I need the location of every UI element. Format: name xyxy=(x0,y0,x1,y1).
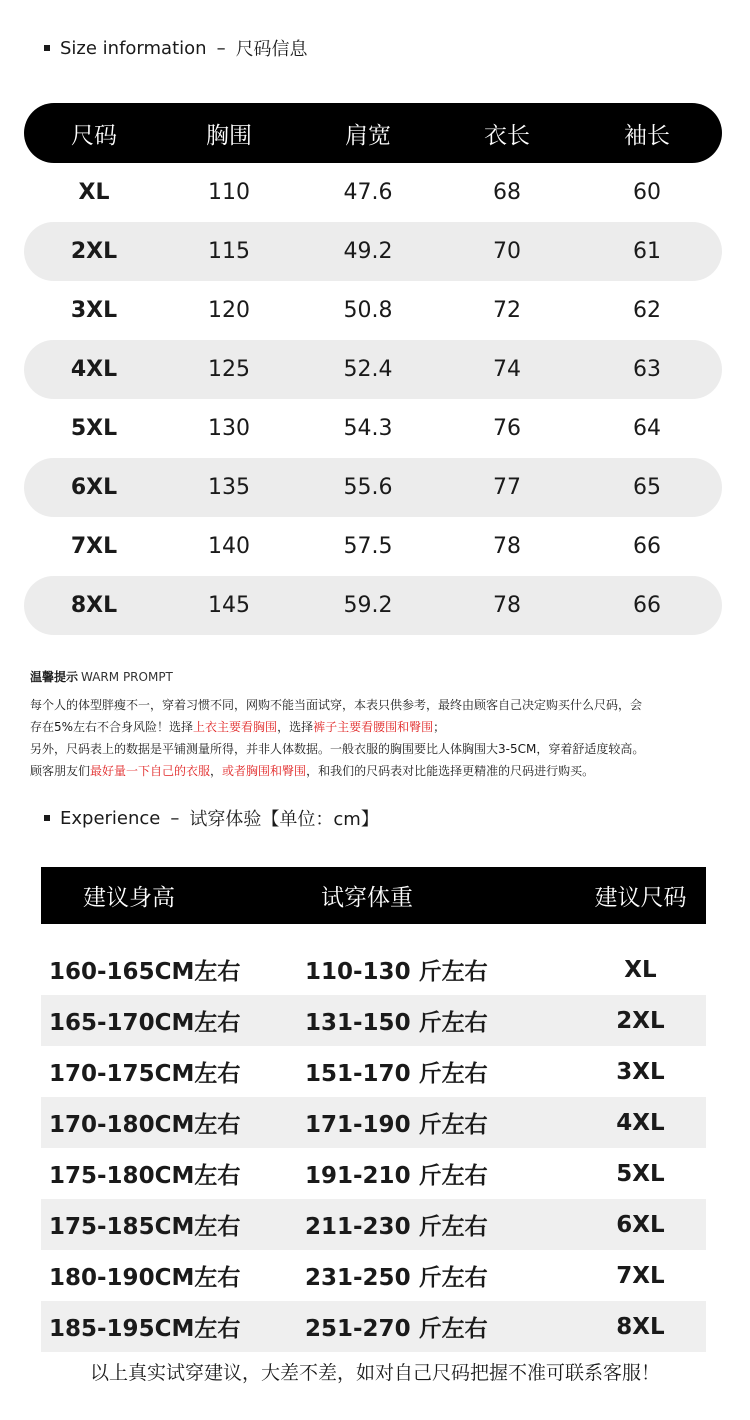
table-spacer xyxy=(41,924,706,944)
cell-weight: 231-250 斤左右 xyxy=(305,1265,488,1291)
cell-height: 160-165CM左右 xyxy=(49,959,241,985)
cell-sleeve: 66 xyxy=(633,534,661,559)
cell-length: 74 xyxy=(493,357,521,382)
cell-length: 78 xyxy=(493,534,521,559)
prompt-line-2 xyxy=(30,716,730,738)
experience-table-header xyxy=(41,867,706,924)
prompt-text: ， xyxy=(210,764,223,778)
cell-chest: 145 xyxy=(208,593,250,618)
cell-sleeve: 60 xyxy=(633,180,661,205)
cell-height: 180-190CM左右 xyxy=(49,1265,241,1291)
cell-sleeve: 65 xyxy=(633,475,661,500)
warm-prompt-title-cn: 温馨提示 xyxy=(30,670,79,684)
cell-shoulder: 47.6 xyxy=(343,180,393,205)
cell-recommended-size: 5XL xyxy=(616,1160,665,1187)
cell-size: 6XL xyxy=(70,475,118,500)
header-sleeve: 袖长 xyxy=(624,122,670,149)
header-shoulder: 肩宽 xyxy=(345,122,391,149)
cell-chest: 115 xyxy=(208,239,250,264)
prompt-highlight: 最好量一下自己的衣服 xyxy=(90,764,211,778)
warm-prompt-title xyxy=(30,668,730,685)
bullet-square-icon xyxy=(44,815,50,821)
size-info-separator: – xyxy=(216,37,226,59)
cell-weight: 171-190 斤左右 xyxy=(305,1112,488,1138)
cell-shoulder: 57.5 xyxy=(343,534,393,559)
size-info-title-cn: 尺码信息 xyxy=(235,39,308,60)
cell-height: 170-180CM左右 xyxy=(49,1112,241,1138)
prompt-highlight: 裤子主要看腰围和臀围 xyxy=(313,720,434,734)
size-table xyxy=(24,103,722,635)
cell-weight: 131-150 斤左右 xyxy=(305,1010,488,1036)
experience-table xyxy=(41,867,706,1352)
header-chest: 胸围 xyxy=(206,122,252,149)
header-length: 衣长 xyxy=(484,122,530,149)
cell-recommended-size: 2XL xyxy=(616,1007,665,1034)
header-weight: 试穿体重 xyxy=(321,885,413,911)
table-row xyxy=(41,1046,706,1097)
cell-size: 5XL xyxy=(70,416,118,441)
experience-separator: – xyxy=(170,807,180,829)
experience-title-en: Experience xyxy=(60,807,161,829)
cell-recommended-size: 8XL xyxy=(616,1313,665,1340)
size-info-title-en: Size information xyxy=(60,37,207,59)
cell-length: 70 xyxy=(493,239,521,264)
cell-height: 185-195CM左右 xyxy=(49,1316,241,1342)
prompt-text: ，和我们的尺码表对比能选择更精准的尺码进行购买。 xyxy=(306,764,595,778)
bullet-square-icon xyxy=(44,45,50,51)
table-row xyxy=(24,517,722,576)
cell-sleeve: 63 xyxy=(633,357,661,382)
cell-size: XL xyxy=(78,180,110,205)
table-row xyxy=(24,163,722,222)
cell-sleeve: 66 xyxy=(633,593,661,618)
cell-weight: 251-270 斤左右 xyxy=(305,1316,488,1342)
cell-shoulder: 55.6 xyxy=(343,475,393,500)
cell-shoulder: 52.4 xyxy=(343,357,393,382)
table-row xyxy=(41,1097,706,1148)
cell-shoulder: 59.2 xyxy=(343,593,393,618)
cell-recommended-size: XL xyxy=(624,956,657,983)
cell-sleeve: 62 xyxy=(633,298,661,323)
cell-chest: 135 xyxy=(208,475,250,500)
table-row xyxy=(24,399,722,458)
cell-size: 3XL xyxy=(70,298,118,323)
cell-length: 72 xyxy=(493,298,521,323)
header-size: 尺码 xyxy=(71,122,117,149)
cell-shoulder: 50.8 xyxy=(343,298,393,323)
cell-height: 175-180CM左右 xyxy=(49,1163,241,1189)
cell-chest: 110 xyxy=(208,180,250,205)
table-row xyxy=(24,281,722,340)
table-row xyxy=(41,1250,706,1301)
cell-chest: 140 xyxy=(208,534,250,559)
cell-length: 76 xyxy=(493,416,521,441)
cell-weight: 211-230 斤左右 xyxy=(305,1214,488,1240)
header-height: 建议身高 xyxy=(83,885,175,911)
cell-weight: 151-170 斤左右 xyxy=(305,1061,488,1087)
cell-height: 170-175CM左右 xyxy=(49,1061,241,1087)
experience-heading xyxy=(44,803,379,833)
table-row xyxy=(41,1199,706,1250)
cell-chest: 120 xyxy=(208,298,250,323)
cell-sleeve: 61 xyxy=(633,239,661,264)
prompt-text: ； xyxy=(433,720,446,734)
cell-length: 68 xyxy=(493,180,521,205)
cell-sleeve: 64 xyxy=(633,416,661,441)
cell-size: 7XL xyxy=(70,534,118,559)
cell-weight: 191-210 斤左右 xyxy=(305,1163,488,1189)
cell-size: 8XL xyxy=(70,593,118,618)
cell-weight: 110-130 斤左右 xyxy=(305,959,488,985)
cell-chest: 130 xyxy=(208,416,250,441)
table-row xyxy=(41,1148,706,1199)
cell-size: 4XL xyxy=(70,357,118,382)
cell-recommended-size: 4XL xyxy=(616,1109,665,1136)
cell-height: 165-170CM左右 xyxy=(49,1010,241,1036)
prompt-line-4 xyxy=(30,760,730,782)
prompt-text: 顾客朋友们 xyxy=(30,764,91,778)
cell-shoulder: 49.2 xyxy=(343,239,393,264)
size-table-header xyxy=(24,103,722,163)
cell-length: 77 xyxy=(493,475,521,500)
table-row xyxy=(41,1301,706,1352)
table-row xyxy=(41,995,706,1046)
prompt-line-1: 每个人的体型胖瘦不一，穿着习惯不同，网购不能当面试穿，本表只供参考，最终由顾客自己决定购买什么尺码，会 xyxy=(30,698,643,712)
table-row xyxy=(41,944,706,995)
cell-shoulder: 54.3 xyxy=(343,416,393,441)
prompt-text: 存在5%左右不合身风险！选择 xyxy=(30,720,194,734)
footer-note: 以上真实试穿建议，大差不差，如对自己尺码把握不准可联系客服！ xyxy=(89,1362,660,1384)
cell-recommended-size: 6XL xyxy=(616,1211,665,1238)
table-row xyxy=(24,222,722,281)
cell-height: 175-185CM左右 xyxy=(49,1214,241,1240)
experience-title-cn: 试穿体验【单位：cm】 xyxy=(189,809,379,830)
warm-prompt-title-en: WARM PROMPT xyxy=(81,670,173,684)
cell-recommended-size: 3XL xyxy=(616,1058,665,1085)
prompt-line-3: 另外，尺码表上的数据是平铺测量所得，并非人体数据。一般衣服的胸围要比人体胸围大3-5CM，穿着舒适度较高。 xyxy=(30,742,645,756)
prompt-highlight: 或者胸围和臀围 xyxy=(222,764,307,778)
header-recommended-size: 建议尺码 xyxy=(594,885,687,911)
table-row xyxy=(24,340,722,399)
size-info-heading xyxy=(44,33,308,63)
prompt-text: ，选择 xyxy=(277,720,314,734)
table-row xyxy=(24,576,722,635)
cell-size: 2XL xyxy=(70,239,118,264)
prompt-highlight: 上衣主要看胸围 xyxy=(193,720,278,734)
cell-length: 78 xyxy=(493,593,521,618)
cell-chest: 125 xyxy=(208,357,250,382)
table-row xyxy=(24,458,722,517)
cell-recommended-size: 7XL xyxy=(616,1262,665,1289)
warm-prompt xyxy=(30,668,730,782)
